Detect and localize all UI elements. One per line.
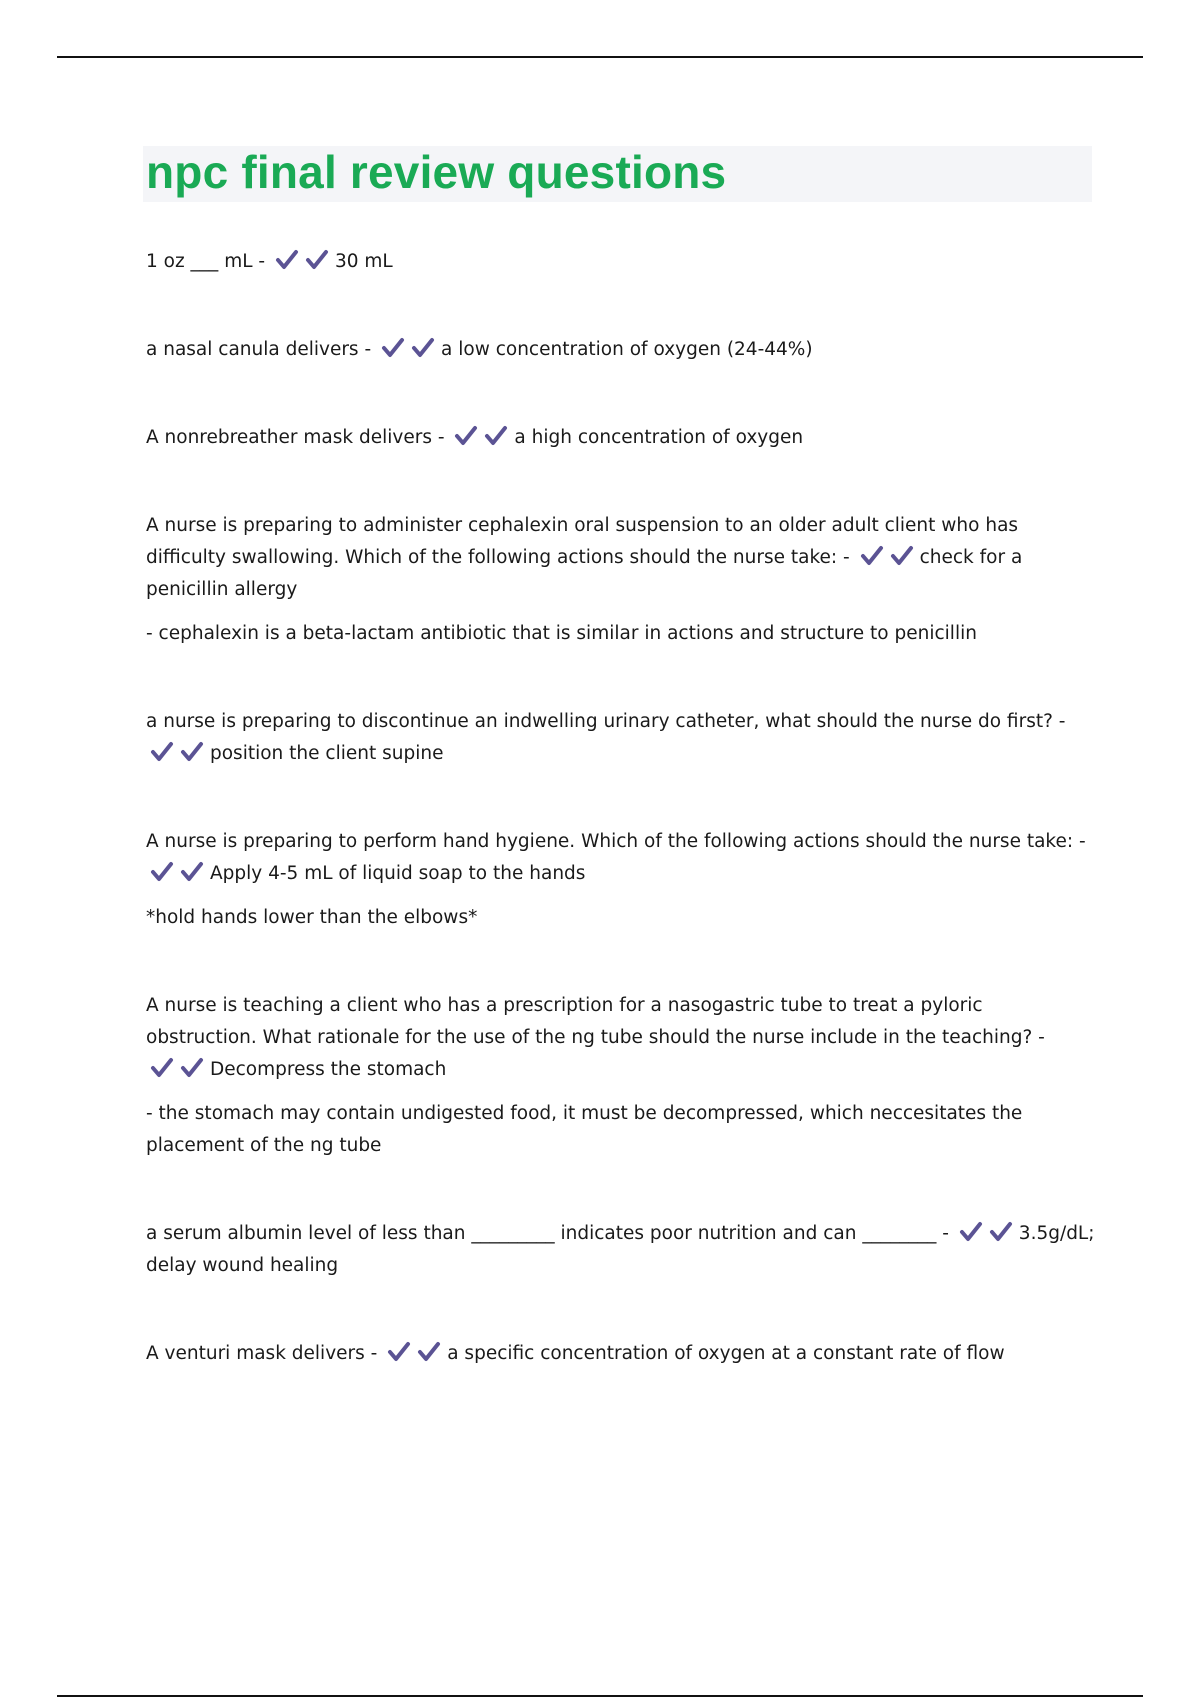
- check-pair: [146, 863, 210, 884]
- checkmark-icon: [989, 1221, 1013, 1243]
- qa-list: [146, 246, 1096, 1432]
- checkmark-icon: [150, 741, 174, 763]
- answer-text: a high concentration of oxygen: [514, 427, 804, 448]
- checkmark-icon: [387, 1341, 411, 1363]
- question-text: A nurse is preparing to administer cephalexin oral suspension to an older adult client who has difficulty swallowing. Which of the following actions should the nurse take: -: [146, 515, 1019, 568]
- answer-text: Decompress the stomach: [210, 1059, 447, 1080]
- checkmark-icon: [180, 741, 204, 763]
- answer-text: Apply 4-5 mL of liquid soap to the hands: [210, 863, 586, 884]
- check-pair: [856, 547, 920, 568]
- check-pair: [377, 339, 441, 360]
- checkmark-icon: [150, 861, 174, 883]
- check-pair: [955, 1223, 1019, 1244]
- question-text: A venturi mask delivers -: [146, 1343, 378, 1364]
- question-text: A nurse is teaching a client who has a prescription for a nasogastric tube to treat a pyloric obstruction. What rationale for the use of the ng tube should the nurse include in the teaching? -: [146, 995, 1045, 1048]
- check-pair: [146, 743, 210, 764]
- checkmark-icon: [180, 1057, 204, 1079]
- checkmark-icon: [860, 545, 884, 567]
- question-text: 1 oz ___ mL -: [146, 251, 266, 272]
- checkmark-icon: [890, 545, 914, 567]
- check-pair: [146, 1059, 210, 1080]
- document-title: npc final review questions: [146, 146, 727, 198]
- qa-item: [146, 706, 1096, 770]
- checkmark-icon: [417, 1341, 441, 1363]
- answer-text: a specific concentration of oxygen at a constant rate of flow: [447, 1343, 1005, 1364]
- question-text: a nurse is preparing to discontinue an indwelling urinary catheter, what should the nurse do first? -: [146, 711, 1066, 732]
- checkmark-icon: [411, 337, 435, 359]
- checkmark-icon: [275, 249, 299, 271]
- question-text: A nurse is preparing to perform hand hygiene. Which of the following actions should the nurse take: -: [146, 831, 1086, 852]
- answer-text: 30 mL: [334, 251, 393, 272]
- question-text: A nonrebreather mask delivers -: [146, 427, 445, 448]
- question-text: a serum albumin level of less than _________ indicates poor nutrition and can ________ -: [146, 1223, 949, 1244]
- answer-text: a low concentration of oxygen (24-44%): [441, 339, 813, 360]
- qa-item: [146, 990, 1096, 1162]
- answer-text: 3.5g/dL; delay wound healing: [146, 1223, 1095, 1276]
- qa-item: [146, 510, 1096, 650]
- qa-item: [146, 422, 1096, 454]
- qa-item: [146, 1218, 1096, 1282]
- checkmark-icon: [484, 425, 508, 447]
- answer-text: check for a penicillin allergy: [146, 547, 1023, 600]
- checkmark-icon: [454, 425, 478, 447]
- check-pair: [450, 427, 514, 448]
- checkmark-icon: [180, 861, 204, 883]
- qa-item: [146, 826, 1096, 934]
- checkmark-icon: [381, 337, 405, 359]
- qa-item: [146, 1338, 1096, 1370]
- rationale-note: - the stomach may contain undigested food, it must be decompressed, which neccesitates the placement of the ng tube: [146, 1103, 1023, 1156]
- bottom-rule: [57, 1695, 1143, 1697]
- qa-item: [146, 334, 1096, 366]
- rationale-note: *hold hands lower than the elbows*: [146, 907, 478, 928]
- check-pair: [383, 1343, 447, 1364]
- checkmark-icon: [150, 1057, 174, 1079]
- checkmark-icon: [959, 1221, 983, 1243]
- rationale-note: - cephalexin is a beta-lactam antibiotic that is similar in actions and structure to penicillin: [146, 623, 977, 644]
- check-pair: [271, 251, 335, 272]
- question-text: a nasal canula delivers -: [146, 339, 372, 360]
- checkmark-icon: [305, 249, 329, 271]
- answer-text: position the client supine: [210, 743, 444, 764]
- top-rule: [57, 56, 1143, 58]
- qa-item: [146, 246, 1096, 278]
